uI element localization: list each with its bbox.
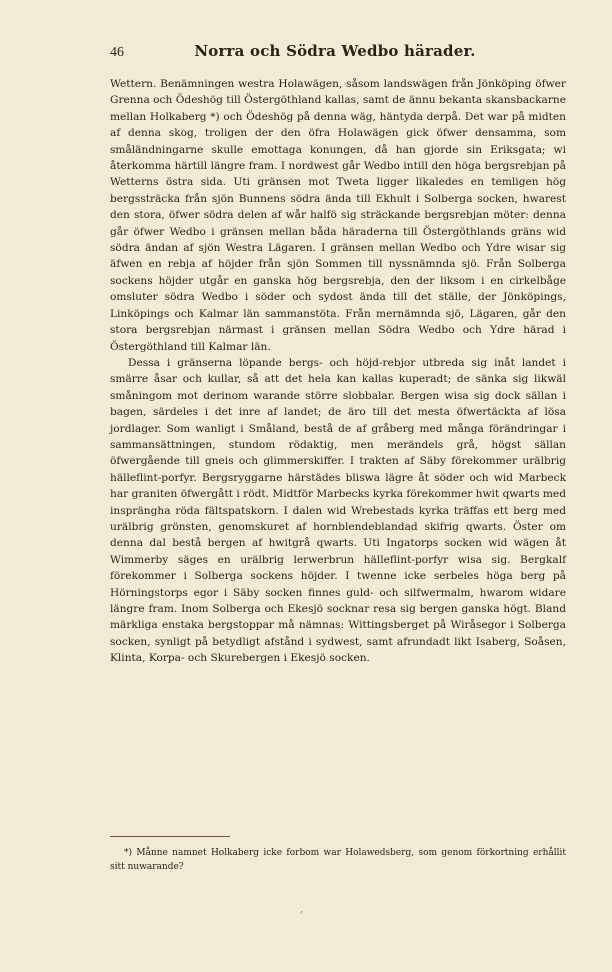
page-number: 46 — [110, 45, 124, 60]
footnote-rule — [110, 836, 230, 837]
footnote — [110, 846, 566, 874]
running-title: Norra och Södra Wedbo härader. — [194, 42, 476, 60]
body-text — [110, 76, 566, 667]
paragraph: Wettern. Benämningen westra Holawägen, såsom landswägen från Jönköping öfwer Grenna och Ödeshög till Östergöthland kallas, samt de ännu bekanta skansbackarne mellan Holkaberg *) och Ödeshög på denna wäg, häntyda derpå. Det war på midten af denna skog, troligen der den öfra Holawägen gick öfwer densamma, som småländningarne skulle emottaga konungen, då han gjorde sin Eriksgata; wi återkomma härtill längre fram. I nordwest går Wedbo intill den höga bergsrebjan på Wetterns östra sida. Uti gränsen mot Tweta ligger likaledes en temligen hög bergssträcka från sjön Bunnens södra ända till Ekhult i Solberga socken, hwarest den stora, öfwer södra delen af wår halfö sig sträckande bergsrebjan möter: denna går öfwer Wedbo i gränsen mellan båda häraderna till Östergöthlands gräns wid södra ändan af sjön Westra Lägaren. I gränsen mellan Wedbo och Ydre wisar sig äfwen en rebja af höjder från sjön Sommen till nyssnämnda sjö. Från Solberga sockens höjder utgår en ganska hög bergsrebja, den der liksom i en cirkelbåge omsluter södra Wedbo i söder och sydost ända till det ställe, der Jönköpings, Linköpings och Kalmar län sammanstöta. Från mernämnda sjö, Lägaren, går den stora bergsrebjan närmast i gränsen mellan Södra Wedbo och Ydre härad i Östergöthland till Kalmar län. — [110, 78, 566, 353]
page-header — [110, 42, 566, 68]
stray-mark: , — [300, 904, 304, 915]
footnote-text: *) Månne namnet Holkaberg icke forbom war Holawedsberg, som genom förkortning erhållit sitt nuwarande? — [110, 848, 566, 872]
paragraph: Dessa i gränserna löpande bergs- och höjd-rebjor utbreda sig inåt landet i smärre åsar och kullar, så att det hela kan kallas kuperadt; de sänka sig likwäl småningom mot derinom warande större slobbalar. Bergen wisa sig dock sällan i bagen, särdeles i det inre af landet; de äro till det mesta öfwertäckta af lösa jordlager. Som wanligt i Småland, bestå de af gråberg med många förändringar i sammansättningen, stundom rödaktig, men merändels grå, högst sällan öfwergående till gneis och glimmerskiffer. I trakten af Säby förekommer urälbrig hälleflint-porfyr. Bergsryggarne härstädes bliswa lägre åt söder och wid Marbeck har graniten öfwergått i rödt. Midtför Marbecks kyrka förekommer hwit qwarts med inspränghа röda fältspatskorn. I dalen wid Wrebestads kyrka träffas ett berg med urälbrig grönsten, genomskuret af hornblendeblandad skifrig qwarts. Öster om denna dal bestå bergen af hwitgrå qwarts. Uti Ingatorps socken wid wägen åt Wimmerby säges en urälbrig lerwerbrun hälleflint-porfyr wisa sig. Bergkalf förekommer i Solberga sockens höjder. I twenne icke serbeles höga berg på Hörningstorps egor i Säby socken finnes guld- och silfwermalm, hwarom widare längre fram. Inom Solberga och Ekesjö socknar resa sig bergen ganska högt. Bland märkliga enstaka bergstoppar må nämnas: Wittingsberget på Wiråsegor i Solberga socken, synligt på betydligt afstånd i sydwest, samt afrundadt likt Isaberg, Soåsen, Klinta, Korpa- och Skurebergen i Ekesjö socken. — [110, 356, 566, 665]
